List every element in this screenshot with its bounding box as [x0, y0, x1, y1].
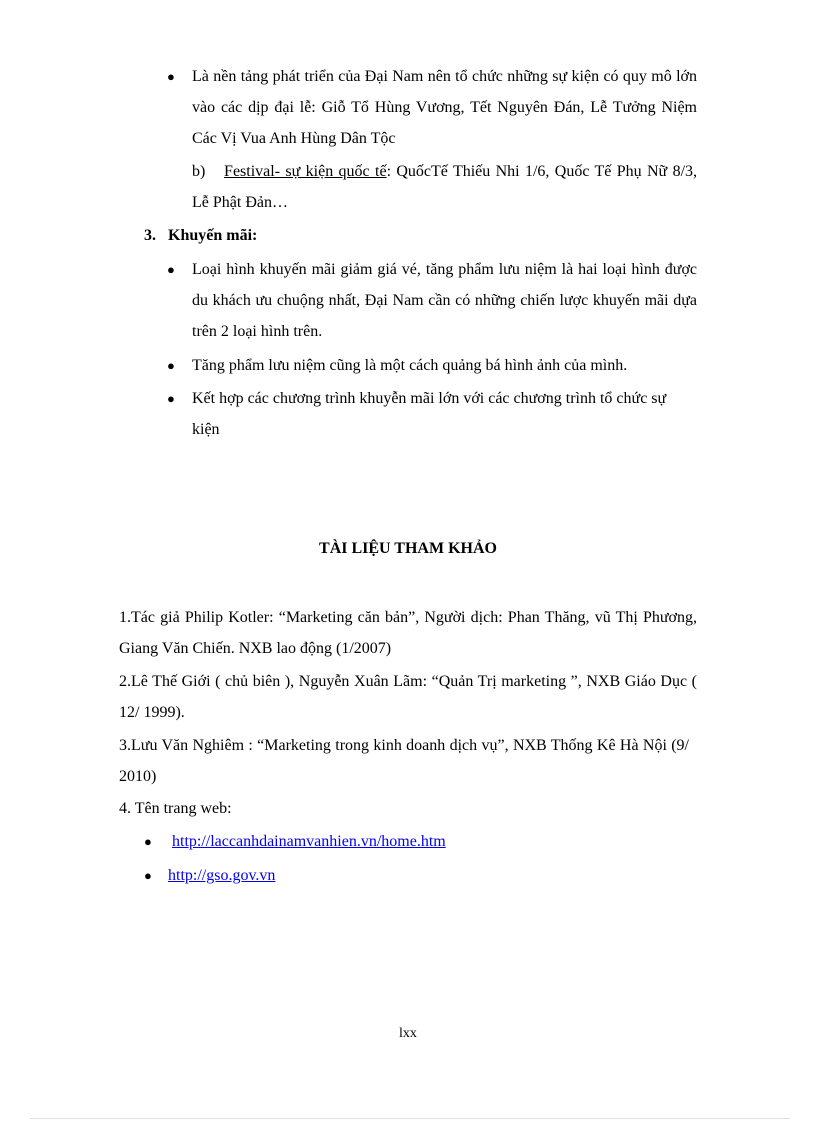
reference-item: 1.Tác giả Philip Kotler: “Marketing căn bản”, Người dịch: Phan Thăng, vũ Thị Phương, Giang Văn Chiến. NXB lao động (1/2007): [119, 609, 697, 657]
sub-item-label: Festival- sự kiện quốc tế: [224, 163, 387, 180]
section-title: Khuyến mãi:: [168, 227, 258, 244]
section-number: 3.: [144, 227, 156, 244]
sub-item-text: : QuốcTế Thiếu Nhi 1/6, Quốc Tế Phụ Nữ 8/3, Lễ Phật Đản…: [192, 163, 698, 211]
promo-paragraph-1: Loại hình khuyến mãi giảm giá vé, tăng phẩm lưu niệm là hai loại hình được du khách ưu chuộng nhất, Đại Nam cần có những chiến lược khuyến mãi dựa trên 2 loại hình trên.: [192, 261, 697, 340]
reference-item: 2.Lê Thế Giới ( chủ biên ), Nguyễn Xuân Lãm: “Quản Trị marketing ”, NXB Giáo Dục ( 12/ 1999).: [119, 673, 697, 721]
bullet-icon: ●: [144, 868, 152, 883]
bullet-icon: ●: [144, 834, 152, 849]
reference-item: 3.Lưu Văn Nghiêm : “Marketing trong kinh doanh dịch vụ”, NXB Thống Kê Hà Nội (9/ 2010): [119, 737, 689, 785]
promo-paragraph-3: Kết hợp các chương trình khuyễn mãi lớn với các chương trình tổ chức sự kiện: [192, 390, 667, 438]
references-heading: TÀI LIỆU THAM KHẢO: [319, 540, 497, 557]
page-number: lxx: [399, 1026, 417, 1041]
event-paragraph: Là nền tảng phát triển của Đại Nam nên tổ chức những sự kiện có quy mô lớn vào các dịp đại lễ: Giỗ Tổ Hùng Vương, Tết Nguyên Đán, Lễ Tưởng Niệm Các Vị Vua Anh Hùng Dân Tộc: [192, 68, 697, 147]
bullet-icon: ●: [167, 262, 175, 277]
reference-item: 4. Tên trang web:: [119, 800, 232, 817]
reference-link[interactable]: http://laccanhdainamvanhien.vn/home.htm: [172, 833, 446, 850]
bullet-icon: ●: [167, 69, 175, 84]
page-edge-divider: [30, 1118, 790, 1119]
reference-link[interactable]: http://gso.gov.vn: [168, 867, 276, 884]
bullet-icon: ●: [167, 391, 175, 406]
bullet-icon: ●: [167, 358, 175, 373]
sub-item-marker: b): [192, 163, 206, 180]
promo-paragraph-2: Tăng phẩm lưu niệm cũng là một cách quảng bá hình ảnh của mình.: [192, 357, 628, 374]
sub-item-b: [192, 156, 697, 218]
